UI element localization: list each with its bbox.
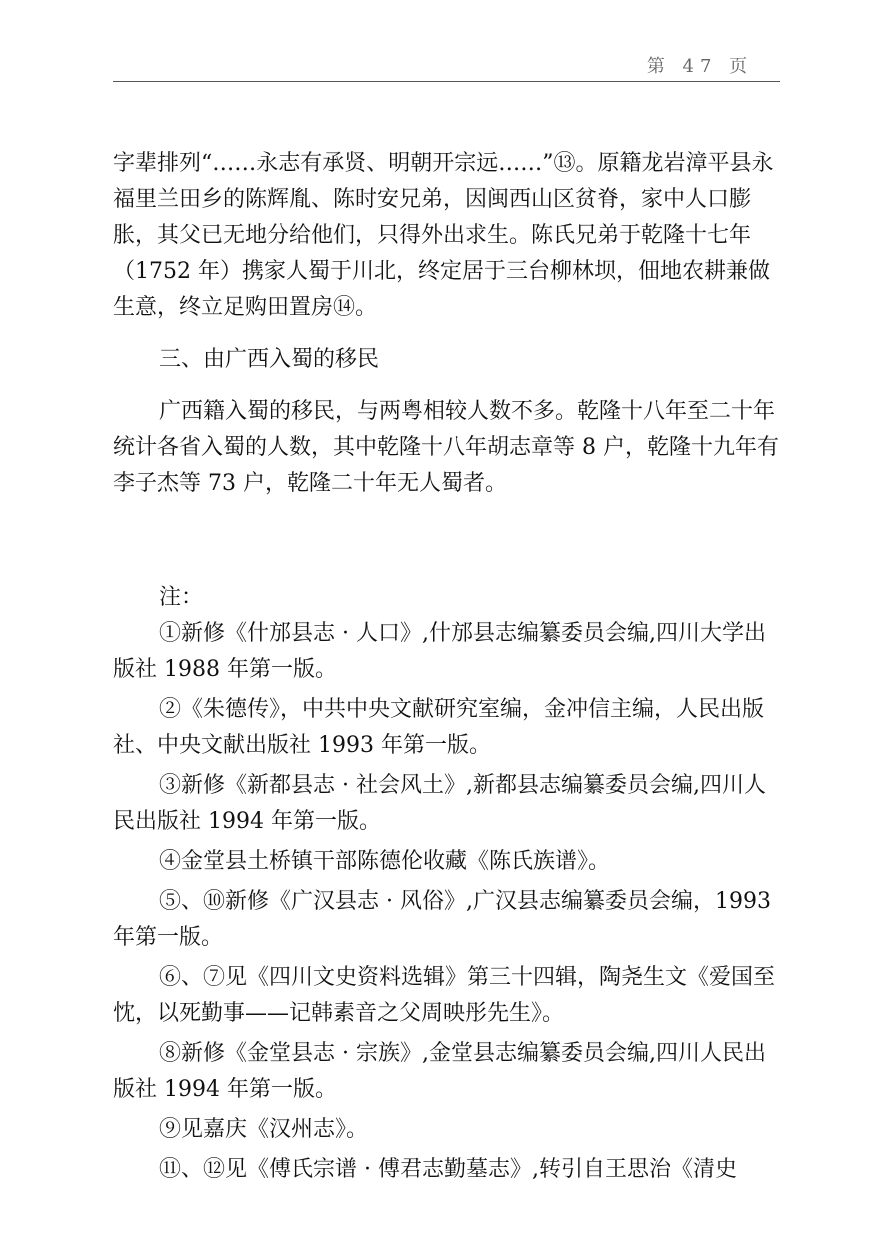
- footnote-item: ①新修《什邡县志 · 人口》,什邡县志编纂委员会编,四川大学出版社 1988 年第一版。: [113, 621, 766, 682]
- section-heading: 三、由广西入蜀的移民: [159, 347, 380, 372]
- header-divider: [113, 81, 780, 82]
- footnote-item: ⑧新修《金堂县志 · 宗族》,金堂县志编纂委员会编,四川人民出版社 1994 年第一版。: [113, 1041, 766, 1102]
- footnote-item: ③新修《新都县志 · 社会风土》,新都县志编纂委员会编,四川人民出版社 1994 年第一版。: [113, 773, 766, 834]
- section-spacer: [113, 502, 780, 580]
- document-body: [113, 146, 780, 1188]
- footnote-item: ⑤、⑩新修《广汉县志 · 风俗》,广汉县志编纂委员会编，1993 年第一版。: [113, 889, 771, 950]
- footnote-item: ⑥、⑦见《四川文史资料选辑》第三十四辑，陶尧生文《爱国至忱，以死勤事——记韩素音之父周映彤先生》。: [113, 965, 776, 1026]
- footnote-item: ④金堂县土桥镇干部陈德伦收藏《陈氏族谱》。: [159, 849, 611, 874]
- footnote-item: ⑪、⑫见《傅氏宗谱 · 傅君志勤墓志》,转引自王思治《清史: [159, 1157, 737, 1182]
- page-header: [0, 0, 888, 84]
- footnote-item: ⑨见嘉庆《汉州志》。: [159, 1117, 369, 1142]
- paragraph: 广西籍入蜀的移民，与两粤相较人数不多。乾隆十八年至二十年统计各省入蜀的人数，其中乾隆十八年胡志章等 8 户，乾隆十九年有李子杰等 73 户，乾隆二十年无人蜀者。: [113, 399, 779, 496]
- paragraph: 字辈排列“……永志有承贤、明朝开宗远……”⑬。原籍龙岩漳平县永福里兰田乡的陈辉胤、陈时安兄弟，因闽西山区贫脊，家中人口膨胀，其父已无地分给他们，只得外出求生。陈氏兄弟于乾隆十七年（1752 年）携家人蜀于川北，终定居于三台柳林坝，佃地农耕兼做生意，终立足购田置房⑭。: [113, 151, 774, 320]
- page-number: 第 47 页: [646, 56, 754, 77]
- footnote-item: ②《朱德传》，中共中央文献研究室编，金冲信主编，人民出版社、中央文献出版社 1993 年第一版。: [113, 697, 765, 758]
- notes-label: 注：: [159, 585, 204, 610]
